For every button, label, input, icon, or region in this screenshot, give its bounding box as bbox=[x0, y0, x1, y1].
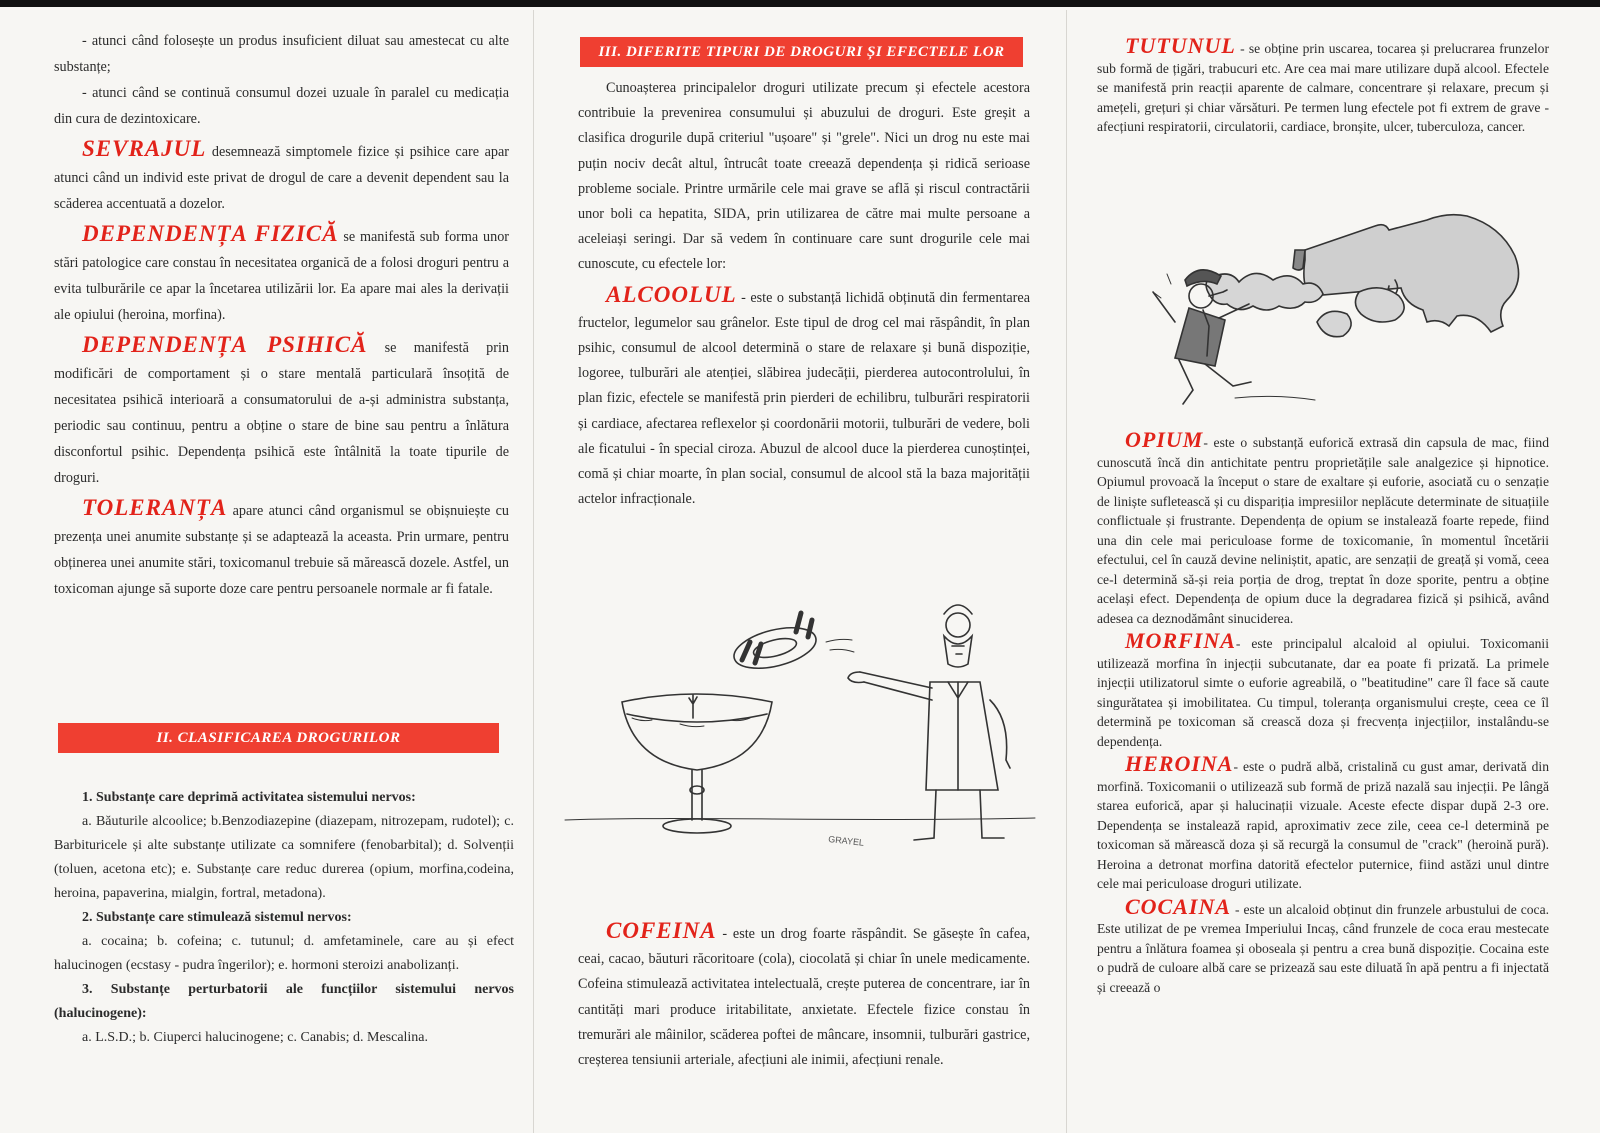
paragraph-toleranta bbox=[54, 495, 509, 602]
classification-list bbox=[54, 786, 514, 1050]
paragraph-dozei: - atunci când se continuă consumul dozei uzuale în paralel cu medicația din cura de dezintoxicare. bbox=[54, 85, 509, 127]
column-middle-top bbox=[578, 76, 1030, 512]
class-1-text: a. Băuturile alcoolice; b.Benzodiazepine (diazepam, nitrozepam, rudotel); c. Barbituricele și alte substanțe utilizate ca somnifere (fenobarbital); d. Solvenții (toluen, acetona etc); e. Substanțe care reduc durerea (opium, morfina,codeina, heroina, papaverina, mialgin, fortral, metadona). bbox=[54, 814, 514, 901]
column-right-top bbox=[1097, 33, 1549, 140]
text-heroina: - este o pudră albă, cristalină cu gust amar, derivată din morfină. Toxicomanii o utilizează sub formă de priză nazală sau injecții. Pe lângă starea euforică, apar și halucinații vizuale. Aceste efecte dispar după 2-3 ore. Dependența se instalează rapid, aproximativ zece zile, ceea ce-l determină pe toxicoman să mărească doza și să recurgă la consumul de "crack" (heroină pură). Heroina a detronat morfina datorită efectelor puternice, fiind astăzi unul dintre cele mai periculoase droguri utilizate. bbox=[1097, 759, 1549, 891]
class-3-text: a. L.S.D.; b. Ciuperci halucinogene; c. Canabis; d. Mescalina. bbox=[82, 1030, 429, 1045]
paragraph-morfina bbox=[1097, 628, 1549, 751]
cartoon-signature: GRAYEL bbox=[827, 834, 865, 848]
term-tutunul: TUTUNUL bbox=[1125, 33, 1236, 58]
text-opium: - este o substanță euforică extrasă din capsula de mac, fiind cunoscută încă din antichitate pentru proprietățile sale analgezice și hipnotice. Opiumul provoacă la început o stare de exaltare și euforie, asociată cu o senzație de liniște sufletească și cu dispariția impresiilor neplăcute determinate de situațiile conflictuale și frustrante. Dependența de opium se instalează foarte repede, fiind una din cele mai periculoase forme de toxicomanie, în momentul încetării efectului, cel în cauză devine neliniștit, apatic, are senzații de greață și vomă, ceea ce-l determină să-și reia porția de drog, treptat în doze sporite, pentru a obține același efect. Dependența de opium duce la degradarea fizică și psihică, având adesea ca deznodământ sinuciderea. bbox=[1097, 435, 1549, 626]
paragraph-cocaina bbox=[1097, 893, 1549, 998]
term-cofeina: COFEINA bbox=[606, 918, 717, 943]
paragraph-cofeina bbox=[578, 918, 1030, 1073]
text-toleranta: apare atunci când organismul se obișnuiește cu prezența unei anumite substanțe și se adaptează la aceasta. Prin urmare, pentru obținerea unei anumite stări, toxicomanul trebuie să mărească dozele. Astfel, un toxicoman ajunge să suporte doze care pentru persoanele normale ar fi fatale. bbox=[54, 503, 509, 597]
cartoon-tobacco-illustration bbox=[1145, 172, 1555, 422]
text-cocaina: - este un alcaloid obținut din frunzele arbustului de coca. Este utilizat de pe vremea Imperiului Incaș, când frunzele de coca erau mestecate pentru a înlătura foamea și oboseala și pentru a crea bună dispoziție. Cocaina este o pudră de culoare albă care se prizează sau este diluată în apă pentru a fi injectată și creează o bbox=[1097, 901, 1549, 995]
class-1-heading: 1. Substanțe care deprimă activitatea sistemului nervos: bbox=[82, 790, 416, 805]
column-middle-bottom bbox=[578, 918, 1030, 1073]
paragraph-opium bbox=[1097, 427, 1549, 628]
top-black-bar bbox=[0, 0, 1600, 7]
text-cofeina: - este un drog foarte răspândit. Se găsește în cafea, ceai, cacao, băuturi răcoritoare (cola), ciocolată și chiar în unele medicamente. Cofeina stimulează activitatea intelectuală, crește puterea de concentrare, iar în cantități mari produce iritabilitate, anxietate. Efectele fizice constau în tremurări ale mâinilor, scăderea poftei de mâncare, insomnii, tulburări gastrice, creșterea tensiunii arteriale, afecțiuni ale inimii, afecțiuni renale. bbox=[578, 926, 1030, 1069]
class-2-text: a. cocaina; b. cofeina; c. tutunul; d. amfetaminele, care au și efect halucinogen (ecstasy - pudra îngerilor); e. hormoni steroizi anabolizanți. bbox=[54, 934, 514, 973]
section-3-title: III. DIFERITE TIPURI DE DROGURI ȘI EFECTELE LOR bbox=[580, 37, 1023, 67]
term-morfina: MORFINA bbox=[1125, 628, 1236, 653]
text-dependenta-psihica: se manifestă prin modificări de comportament și o stare mentală particulară însoțită de necesitatea psihică interioară a consumatorului de a-și administra substanța, periodic sau continuu, pentru a obține o stare de bine sau pentru a înlătura disconfortul psihic. Dependența psihică este întâlnită la toate tipurile de droguri. bbox=[54, 340, 509, 486]
text-tutunul: - se obține prin uscarea, tocarea și prelucrarea frunzelor sub formă de țigări, trabucuri etc. Are cea mai mare utilizare după alcool. Efectele se manifestă prin reacții aparente de calmare, concentrare și relaxare, precum și amețeli, grețuri și chiar vărsături. Pe termen lung efectele pot fi extrem de grave - afecțiuni respiratorii, circulatorii, cardiace, bronșite, ulcer, tuberculoza, cancer. bbox=[1097, 41, 1549, 134]
text-sevrajul: desemnează simptomele fizice și psihice care apar atunci când un individ este privat de drogul de care a devenit dependent sau la scăderea accentuată a dozelor. bbox=[54, 144, 509, 212]
paragraph-dependenta-fizica bbox=[54, 221, 509, 328]
paragraph-intro: Cunoașterea principalelor droguri utilizate precum și efectele acestora contribuie la prevenirea consumului și abuzului de droguri. Este greșit a clasifica drogurile după criteriul "ușoare" și "grele". Nici un drog nu este mai puțin nociv decât altul, întrucât toate creează dependența și ridică serioase probleme sociale. Printre urmările cele mai grave se află și riscul contractării unor boli ca hepatita, SIDA, prin utilizarea de către mai multe persoane a aceleiași seringi. Dar să vedem în continuare care sunt drogurile cele mai cunoscute, cu efectele lor: bbox=[578, 80, 1030, 273]
paragraph-tutunul bbox=[1097, 33, 1549, 137]
term-heroina: HEROINA bbox=[1125, 751, 1234, 776]
class-2-heading: 2. Substanțe care stimulează sistemul nervos: bbox=[82, 910, 352, 925]
column-right-bottom bbox=[1097, 427, 1549, 1000]
text-alcoolul: - este o substanță lichidă obținută din fermentarea fructelor, legumelor sau grânelor. Este tipul de drog cel mai răspândit, în plan psihic, consumul de alcool determină o stare de relaxare și bună dispoziție, logoree, tulburări ale atenției, slăbirea judecății, pierderea autocontrolului, în plan fizic, efectele se manifestă prin pierderi de echilibru, tulburări respiratorii și cardiace, afectarea reflexelor și coordonării motorii, tulburări de vedere, boli ale ficatului - în special ciroza. Abuzul de alcool duce la pierderea cunoștinței, comă și chiar moarte, în plan social, consumul de alcool stă la baza majorității actelor infracționale. bbox=[578, 289, 1030, 508]
term-sevrajul: SEVRAJUL bbox=[82, 136, 207, 161]
panel-fold-1 bbox=[533, 10, 534, 1133]
term-dependenta-fizica: DEPENDENȚA FIZICĂ bbox=[82, 221, 339, 246]
column-left bbox=[54, 28, 509, 602]
paragraph-heroina bbox=[1097, 751, 1549, 894]
term-opium: OPIUM bbox=[1125, 427, 1204, 452]
term-alcoolul: ALCOOLUL bbox=[606, 281, 737, 307]
section-2-title: II. CLASIFICAREA DROGURILOR bbox=[58, 723, 499, 753]
paragraph-dependenta-psihica bbox=[54, 332, 509, 491]
paragraph-diluat: - atunci când folosește un produs insuficient diluat sau amestecat cu alte substanțe; bbox=[54, 33, 509, 75]
term-dependenta-psihica: DEPENDENȚA PSIHICĂ bbox=[82, 332, 368, 357]
class-3-heading: 3. Substanțe perturbatorii ale funcțiilor sistemului nervos (halucinogene): bbox=[54, 982, 514, 1021]
term-toleranta: TOLERANȚA bbox=[82, 495, 228, 520]
paragraph-alcoolul bbox=[578, 282, 1030, 513]
panel-fold-2 bbox=[1066, 10, 1067, 1133]
text-morfina: - este principalul alcaloid al opiului. Toxicomanii utilizează morfina în injecții subcutanate, dar ea poate fi prizată. La primele injecții utilizatorul simte o euforie agreabilă, o "beatitudine" care îl face să caute singurătatea și imobilitatea. Cu timpul, toleranța organismului crește, ceea ce îl determină pe toxicoman să crească doza și frecvența injecțiilor, instalându-se dependența. bbox=[1097, 636, 1549, 749]
term-cocaina: COCAINA bbox=[1125, 893, 1232, 919]
text-dependenta-fizica: se manifestă sub forma unor stări patologice care constau în necesitatea organică de a folosi droguri pentru a evita tulburările ce apar la încetarea utilizării lor. Ea apare mai ales la derivații ale opiului (heroina, morfina). bbox=[54, 229, 510, 323]
cartoon-alcohol-illustration bbox=[560, 590, 1050, 880]
paragraph-sevrajul bbox=[54, 136, 509, 217]
